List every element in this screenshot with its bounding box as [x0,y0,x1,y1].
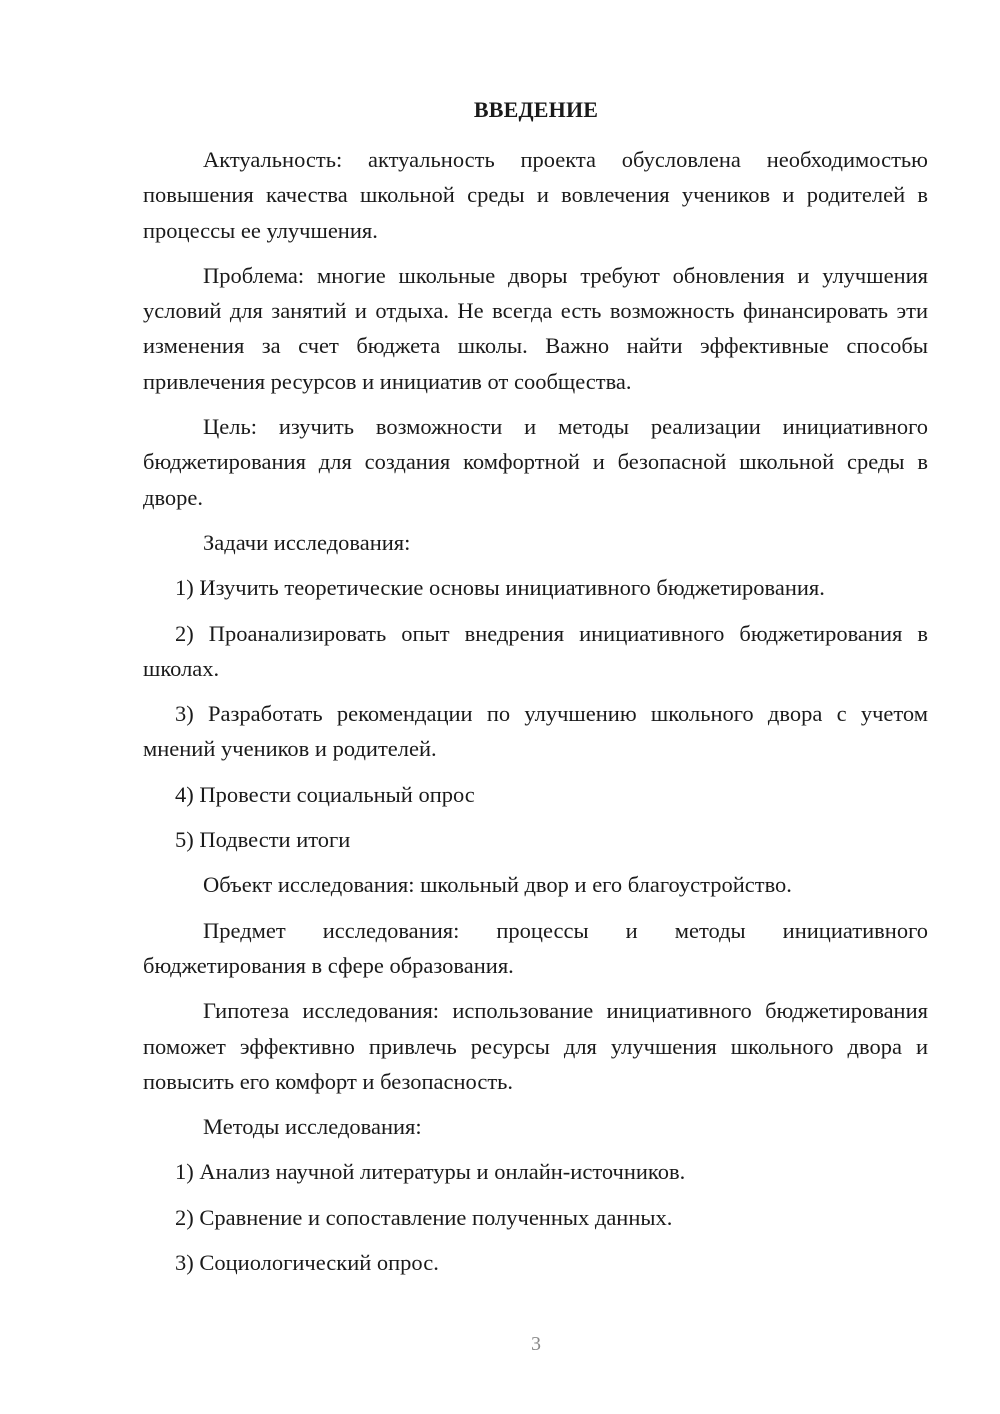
paragraph-hypothesis: Гипотеза исследования: использование инициативного бюджетирования поможет эффективно привлечь ресурсы для улучшения школьного двора и повысить его комфорт и безопасность. [143,998,928,1094]
document-body [143,142,928,1290]
task-item-1: 1) Изучить теоретические основы инициативного бюджетирования. [175,575,825,601]
tasks-heading: Задачи исследования: [203,529,411,555]
task-item-3: 3) Разработать рекомендации по улучшению школьного двора с учетом мнений учеников и родителей. [143,701,928,762]
method-item-1: 1) Анализ научной литературы и онлайн-источников. [175,1159,686,1185]
task-item-5: 5) Подвести итоги [175,827,351,853]
paragraph-actuality: Актуальность: актуальность проекта обусловлена необходимостью повышения качества школьной среды и вовлечения учеников и родителей в процессы ее улучшения. [143,147,928,243]
method-item-3: 3) Социологический опрос. [175,1250,439,1276]
task-item-2: 2) Проанализировать опыт внедрения инициативного бюджетирования в школах. [143,620,928,681]
paragraph-object: Объект исследования: школьный двор и его благоустройство. [203,872,792,898]
paragraph-goal: Цель: изучить возможности и методы реализации инициативного бюджетирования для создания комфортной и безопасной школьной среды в дворе. [143,414,928,510]
task-item-4: 4) Провести социальный опрос [175,781,475,807]
page-number: 3 [531,1333,541,1355]
paragraph-subject: Предмет исследования: процессы и методы инициативного бюджетирования в сфере образования. [143,917,928,978]
methods-heading: Методы исследования: [203,1114,422,1140]
method-item-2: 2) Сравнение и сопоставление полученных данных. [175,1204,673,1230]
paragraph-problem: Проблема: многие школьные дворы требуют обновления и улучшения условий для занятий и отдыха. Не всегда есть возможность финансировать эти изменения за счет бюджета школы. Важно найти эффективные способы привлечения ресурсов и инициатив от сообщества. [143,262,928,394]
page-title: ВВЕДЕНИЕ [473,97,599,122]
